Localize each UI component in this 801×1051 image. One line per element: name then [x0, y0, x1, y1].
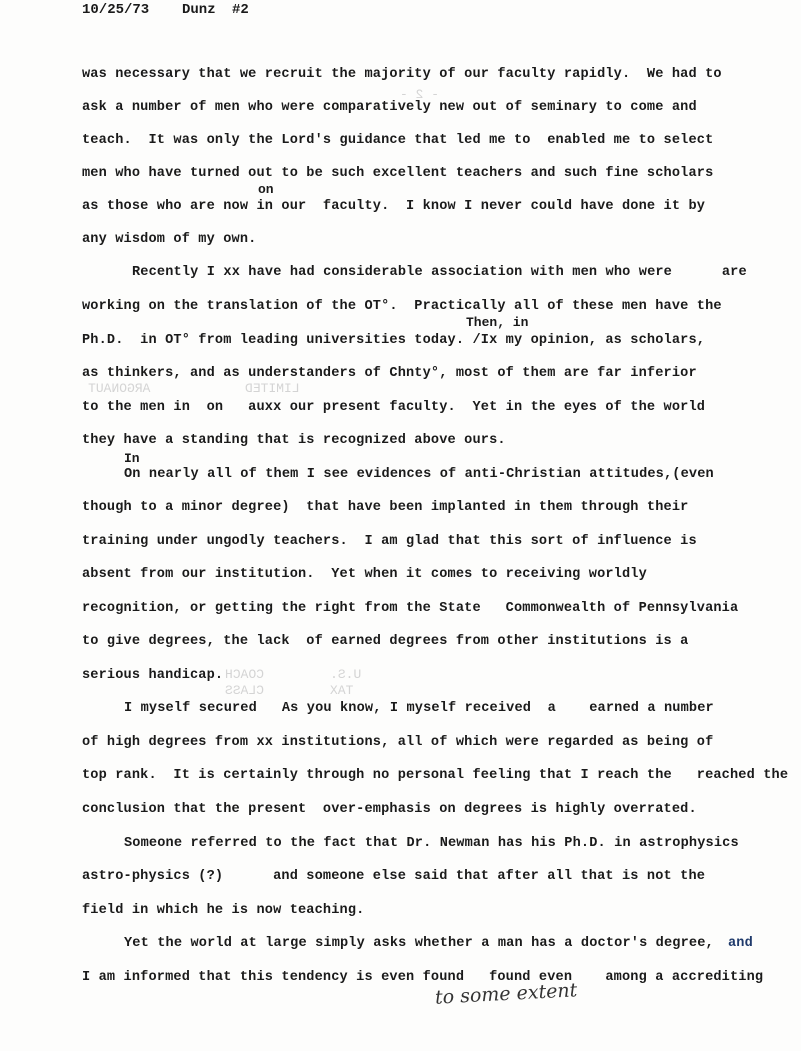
header-page-number: #2	[232, 2, 249, 18]
text-line: teach. It was only the Lord's guidance that led me to enabled me to select	[82, 133, 714, 148]
text-line: top rank. It is certainly through no personal feeling that I reach the reached the	[82, 768, 789, 783]
text-line: training under ungodly teachers. I am glad that this sort of influence is	[82, 534, 697, 549]
text-line: recognition, or getting the right from the State Commonwealth of Pennsylvania	[82, 601, 739, 616]
text-line: to the men in on auxx our present faculty. Yet in the eyes of the world	[82, 400, 706, 415]
text-line: Recently I xx have had considerable association with men who were are	[132, 265, 747, 280]
text-line: I am informed that this tendency is even found found even among a accrediting	[82, 970, 764, 985]
text-line: they have a standing that is recognized above ours.	[82, 433, 506, 448]
header-name: Dunz	[182, 2, 216, 18]
text-line: any wisdom of my own.	[82, 232, 257, 247]
insertion-then-in: Then, in	[466, 315, 529, 330]
text-line: absent from our institution. Yet when it comes to receiving worldly	[82, 567, 647, 582]
bleed-through-mark: CLASS	[225, 683, 265, 698]
text-line: Ph.D. in OT° from leading universities today. /Ix my opinion, as scholars,	[82, 333, 706, 348]
text-line: of high degrees from xx institutions, all of which were regarded as being of	[82, 735, 714, 750]
text-line: as thinkers, and as understanders of Chnty°, most of them are far inferior	[82, 366, 697, 381]
insertion-in: In	[124, 451, 140, 466]
text-line: ask a number of men who were comparatively new out of seminary to come and	[82, 100, 697, 115]
text-line: astro-physics (?) and someone else said that after all that is not the	[82, 869, 706, 884]
text-line: Someone referred to the fact that Dr. Newman has his Ph.D. in astrophysics	[124, 836, 739, 851]
text-line: Yet the world at large simply asks whether a man has a doctor's degree,	[124, 936, 714, 951]
insertion-and: and	[728, 936, 753, 951]
text-line: though to a minor degree) that have been implanted in them through their	[82, 500, 689, 515]
bleed-through-mark: LIMITED	[245, 381, 300, 396]
text-line: to give degrees, the lack of earned degrees from other institutions is a	[82, 634, 689, 649]
bleed-through-mark: ARGONAUT	[88, 381, 151, 396]
insertion-on: on	[258, 182, 274, 197]
text-line: was necessary that we recruit the majority of our faculty rapidly. We had to	[82, 67, 722, 82]
text-line: as those who are now in our faculty. I know I never could have done it by	[82, 199, 706, 214]
text-line: field in which he is now teaching.	[82, 903, 365, 918]
bleed-through-mark: U.S.	[330, 667, 362, 682]
text-line: conclusion that the present over-emphasis on degrees is highly overrated.	[82, 802, 697, 817]
text-line: working on the translation of the OT°. Practically all of these men have the	[82, 299, 722, 314]
bleed-through-mark: TAX	[330, 683, 354, 698]
handwritten-note: to some extent	[434, 979, 578, 1009]
bleed-through-mark: - 2 -	[400, 87, 440, 102]
text-line: On nearly all of them I see evidences of anti-Christian attitudes,(even	[124, 467, 714, 482]
bleed-through-mark: COACH	[225, 667, 265, 682]
text-line: I myself secured As you know, I myself received a earned a number	[124, 701, 714, 716]
header-date: 10/25/73	[82, 2, 150, 18]
text-line: men who have turned out to be such excellent teachers and such fine scholars	[82, 166, 714, 181]
text-line: serious handicap.	[82, 668, 224, 683]
